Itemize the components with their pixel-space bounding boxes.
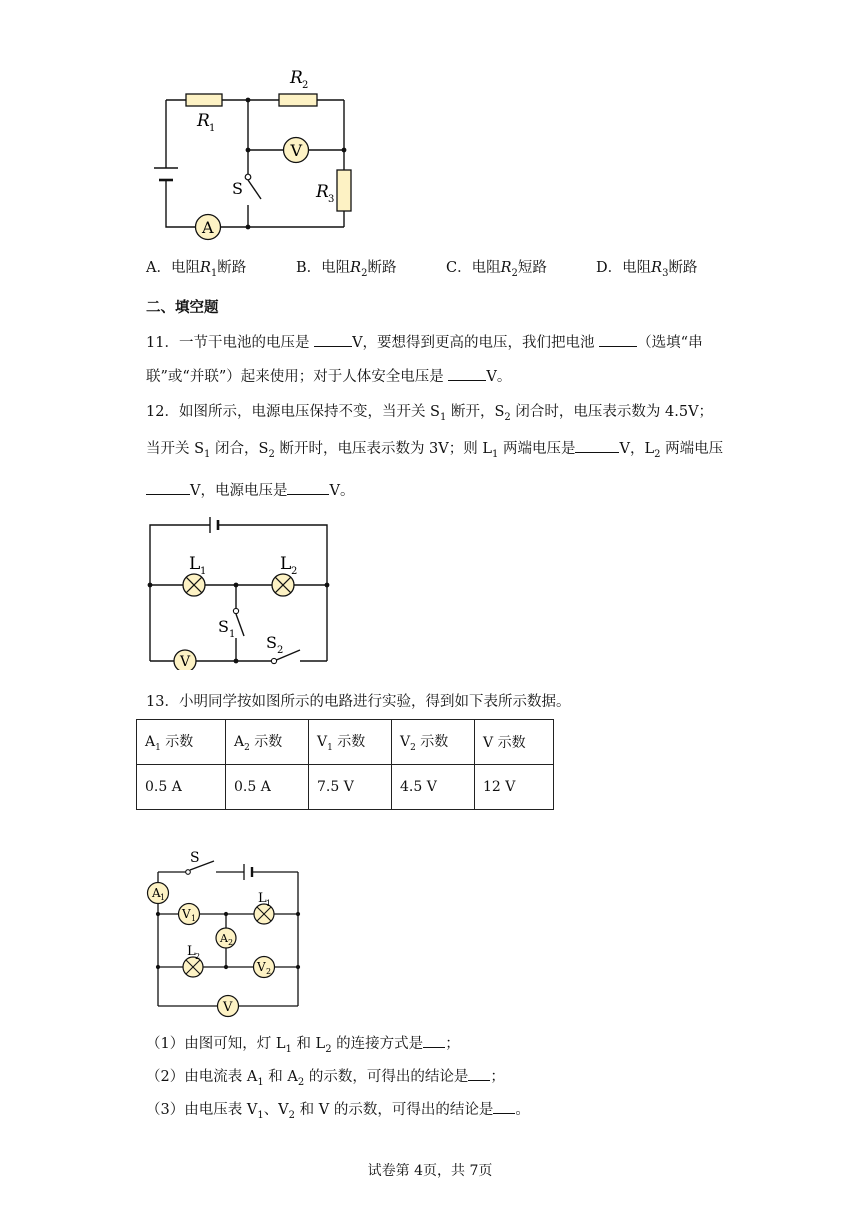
page-footer: 试卷第 4页，共 7页 (367, 1163, 493, 1179)
q13-sub1: （1）由图可知，灯 $L_1$ 和 $L_2$ 的连接方式是 ； (146, 1033, 460, 1060)
label-l1-c3: L (258, 891, 267, 906)
q11-blank-3[interactable] (448, 366, 486, 381)
q13-blank-3[interactable] (493, 1099, 515, 1114)
q12-line1: 12．如图所示，电源电压保持不变，当开关 $S_1$ 断开，$S_2$ 闭合时，电压表示数为 4.5V； (146, 404, 714, 423)
label-r2-sub: 2 (302, 80, 309, 91)
circuit-diagram-3 (140, 846, 320, 1021)
option-c[interactable]: C．电阻$R_2$短路 (446, 260, 547, 279)
lamp-l1 (183, 574, 205, 596)
label-l2: L (280, 554, 292, 574)
label-l2-sub: 2 (291, 566, 298, 577)
label-v2-sub: 2 (266, 967, 272, 976)
label-s1: S (218, 617, 229, 636)
table-header-cell: $A_2$ 示数 (226, 720, 309, 765)
label-l2-c3-sub: 2 (195, 952, 201, 961)
option-b[interactable]: B．电阻$R_2$断路 (296, 260, 397, 279)
label-v1-sub: 1 (191, 914, 197, 923)
label-l1-c3-sub: 1 (266, 899, 272, 908)
q13-sub2: （2）由电流表 $A_1$ 和 $A_2$ 的示数，可得出的结论是 ； (146, 1066, 505, 1093)
label-r3: R (316, 182, 329, 202)
label-r3-sub: 3 (328, 194, 335, 205)
label-a1-sub: 1 (160, 893, 166, 902)
label-a2: A (220, 932, 228, 945)
label-v2: V (257, 960, 266, 974)
table-header-cell: V 示数 (475, 720, 554, 765)
label-v: V (223, 1000, 233, 1015)
q11-blank-2[interactable] (599, 332, 637, 347)
label-s2-sub: 2 (277, 645, 284, 656)
q13-intro: 13．小明同学按如图所示的电路进行实验，得到如下表所示数据。 (146, 694, 571, 710)
q11-blank-1[interactable] (314, 332, 352, 347)
option-a[interactable]: A．电阻$R_1$断路 (146, 260, 247, 279)
table-header-cell: $V_2$ 示数 (392, 720, 475, 765)
table-cell: 12 V (475, 765, 554, 810)
label-l1: L (189, 554, 201, 574)
table-header-cell: $V_1$ 示数 (309, 720, 392, 765)
resistor-r3 (337, 170, 351, 211)
label-s: S (232, 179, 243, 198)
table-cell: 0.5 A (226, 765, 309, 810)
table-cell: 0.5 A (137, 765, 226, 810)
q11-line2: 联”或“并联”）起来使用；对于人体安全电压是 V。 (146, 366, 511, 387)
resistor-r2 (279, 94, 317, 106)
data-table (136, 719, 554, 810)
q12-line2: 当开关 $S_1$ 闭合，$S_2$ 断开时，电压表示数为 3V；则 $L_1$ 两端电压是 V，$L_2$ 两端电压 (146, 438, 723, 465)
label-ammeter: A (202, 218, 214, 237)
label-voltmeter: V (290, 141, 303, 160)
table-cell: 4.5 V (392, 765, 475, 810)
circuit-diagram-2 (140, 510, 340, 670)
label-s2: S (266, 633, 277, 652)
table-header-cell: $A_1$ 示数 (137, 720, 226, 765)
label-v1: V (182, 907, 191, 921)
table-cell: 7.5 V (309, 765, 392, 810)
q13-sub3: （3）由电压表 $V_1$、$V_2$ 和 V 的示数，可得出的结论是 。 (146, 1099, 530, 1126)
resistor-r1 (186, 94, 222, 106)
label-s1-sub: 1 (229, 629, 236, 640)
section-title: 二、填空题 (146, 299, 219, 316)
label-r1-sub: 1 (209, 123, 216, 134)
label-l2-c3: L (187, 944, 196, 959)
label-r2: R (290, 68, 303, 88)
q12-blank-1[interactable] (575, 438, 619, 453)
q13-blank-1[interactable] (423, 1033, 445, 1048)
q12-blank-3[interactable] (287, 480, 329, 495)
table-header-row (137, 720, 554, 765)
label-a2-sub: 2 (228, 938, 234, 947)
q12-blank-2[interactable] (146, 480, 190, 495)
option-d[interactable]: D．电阻$R_3$断路 (596, 260, 698, 279)
q13-blank-2[interactable] (468, 1066, 490, 1081)
label-voltmeter-2: V (180, 654, 191, 670)
label-s-c3: S (190, 850, 200, 866)
q11-line1: 11．一节干电池的电压是 V，要想得到更高的电压，我们把电池 （选填“串 (146, 332, 703, 353)
table-row (137, 765, 554, 810)
q12-line3: V，电源电压是 V。 (146, 480, 354, 501)
label-l1-sub: 1 (200, 566, 207, 577)
label-a1: A (152, 886, 161, 900)
lamp-l2 (272, 574, 294, 596)
circuit-diagram-1 (140, 60, 370, 245)
label-r1: R (197, 111, 210, 131)
